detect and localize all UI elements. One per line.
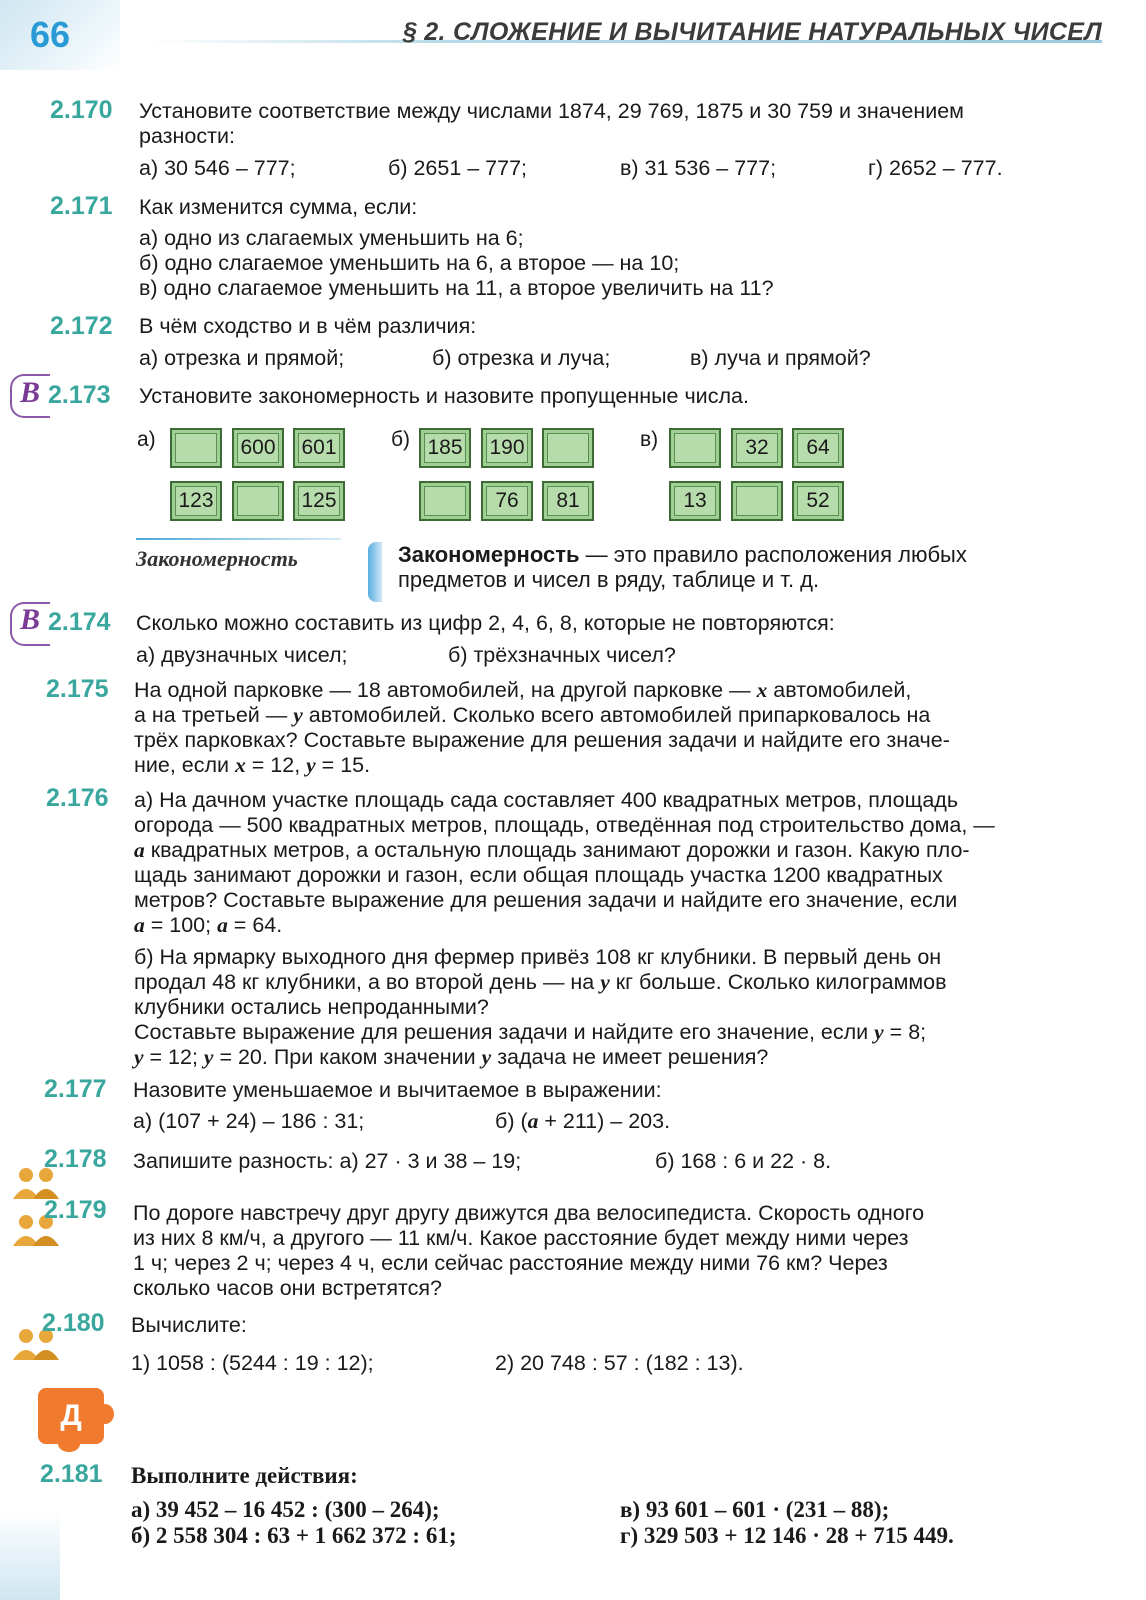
- number-box: 123: [170, 481, 222, 521]
- exercise-text: 1 ч; через 2 ч; через 4 ч, если сейчас расстояние между ними 76 км? Через: [133, 1251, 888, 1275]
- level-badge-letter: В: [20, 376, 41, 409]
- option-c: в) луча и прямой?: [690, 346, 871, 370]
- section-title: § 2. СЛОЖЕНИЕ И ВЫЧИТАНИЕ НАТУРАЛЬНЫХ ЧИСЕЛ: [402, 18, 1102, 46]
- exercise-text: клубники остались непроданными?: [134, 995, 489, 1019]
- number-box: 601: [293, 428, 345, 468]
- option-b: б) 2 558 304 : 63 + 1 662 372 : 61;: [131, 1523, 457, 1548]
- group-label-b: б): [391, 428, 411, 451]
- exercise-text: На одной парковке — 18 автомобилей, на другой парковке — x автомобилей,: [134, 678, 912, 702]
- number-box: [419, 481, 471, 521]
- exercise-text: Составьте выражение для решения задачи и найдите его значение, если y = 8;: [134, 1020, 927, 1044]
- exercise-text: огорода — 500 квадратных метров, площадь, отведённая под строительство дома, —: [134, 813, 995, 837]
- option-b: б) отрезка и луча;: [432, 346, 611, 370]
- option-a: а) одно из слагаемых уменьшить на 6;: [139, 226, 524, 250]
- definition-side-label: Закономерность: [136, 546, 298, 571]
- option-a: а) (107 + 24) – 186 : 31;: [133, 1109, 365, 1133]
- group-label-c: в): [640, 428, 659, 451]
- definition-rule: [136, 538, 341, 540]
- number-box: [542, 428, 594, 468]
- exercise-text: Установите закономерность и назовите пропущенные числа.: [139, 384, 749, 408]
- option-a: а) отрезка и прямой;: [139, 346, 345, 370]
- option-c: в) 93 601 – 601 · (231 – 88);: [620, 1497, 890, 1522]
- number-box: 13: [669, 481, 721, 521]
- exercise-text: разности:: [139, 124, 235, 148]
- number-box: 32: [731, 428, 783, 468]
- number-box: 600: [232, 428, 284, 468]
- exercise-text: Выполните действия:: [131, 1463, 358, 1488]
- exercise-number: 2.172: [50, 312, 113, 340]
- exercise-text: a квадратных метров, а остальную площадь занимают дорожки и газон. Какую пло-: [134, 838, 970, 862]
- number-box: 190: [481, 428, 533, 468]
- exercise-text: Сколько можно составить из цифр 2, 4, 6, 8, которые не повторяются:: [136, 611, 835, 635]
- exercise-text: Установите соответствие между числами 1874, 29 769, 1875 и 30 759 и значением: [139, 99, 964, 123]
- number-box: [669, 428, 721, 468]
- exercise-text: Запишите разность: а) 27 · 3 и 38 – 19;: [133, 1149, 522, 1173]
- option-b: б) 168 : 6 и 22 · 8.: [655, 1149, 832, 1173]
- exercise-text: продал 48 кг клубники, а во второй день — на y кг больше. Сколько килограммов: [134, 970, 947, 994]
- exercise-text: Назовите уменьшаемое и вычитаемое в выражении:: [133, 1078, 662, 1102]
- puzzle-tab: [96, 1404, 114, 1424]
- homework-puzzle-icon: Д: [38, 1388, 104, 1444]
- exercise-number: 2.178: [44, 1145, 107, 1173]
- exercise-number: 2.173: [48, 381, 111, 409]
- number-box: 52: [792, 481, 844, 521]
- number-box: 76: [481, 481, 533, 521]
- option-c: в) 31 536 – 777;: [620, 156, 777, 180]
- number-box: 185: [419, 428, 471, 468]
- exercise-number: 2.179: [44, 1196, 107, 1224]
- option-b: б) одно слагаемое уменьшить на 6, а второе — на 10;: [139, 251, 680, 275]
- option-a: а) двузначных чисел;: [136, 643, 348, 667]
- definition-bar: [368, 542, 382, 602]
- exercise-text: из них 8 км/ч, а другого — 11 км/ч. Какое расстояние будет между ними через: [133, 1226, 909, 1250]
- exercise-number: 2.175: [46, 675, 109, 703]
- definition-text: Закономерность — это правило расположения любых: [398, 542, 967, 567]
- exercise-text: б) На ярмарку выходного дня фермер привёз 108 кг клубники. В первый день он: [134, 945, 942, 969]
- exercise-number: 2.180: [42, 1309, 105, 1337]
- exercise-number: 2.174: [48, 608, 111, 636]
- definition-term: Закономерность: [398, 542, 580, 567]
- option-1: 1) 1058 : (5244 : 19 : 12);: [131, 1351, 374, 1375]
- exercise-text: Вычислите:: [131, 1313, 247, 1337]
- exercise-number: 2.176: [46, 784, 109, 812]
- option-a: а) 30 546 – 777;: [139, 156, 296, 180]
- exercise-text: трёх парковках? Составьте выражение для решения задачи и найдите его значе-: [134, 728, 950, 752]
- group-label-a: а): [137, 428, 156, 451]
- number-box: [170, 428, 222, 468]
- number-box: 125: [293, 481, 345, 521]
- exercise-text: По дороге навстречу друг другу движутся два велосипедиста. Скорость одного: [133, 1201, 925, 1225]
- exercise-number: 2.181: [40, 1460, 103, 1488]
- exercise-number: 2.171: [50, 192, 113, 220]
- number-box: [232, 481, 284, 521]
- number-box: 81: [542, 481, 594, 521]
- level-badge-letter: В: [20, 603, 41, 636]
- puzzle-tab: [58, 1436, 80, 1452]
- exercise-text: щадь занимают дорожки и газон, если общая площадь участка 1200 квадратных: [134, 863, 943, 887]
- exercise-number: 2.170: [50, 96, 113, 124]
- option-2: 2) 20 748 : 57 : (182 : 13).: [495, 1351, 744, 1375]
- page-number: 66: [30, 14, 71, 55]
- exercise-text: метров? Составьте выражение для решения задачи и найдите его значение, если: [134, 888, 958, 912]
- exercise-text: a = 100; a = 64.: [134, 913, 283, 937]
- exercise-text: а) На дачном участке площадь сада составляет 400 квадратных метров, площадь: [134, 788, 959, 812]
- exercise-text: ние, если x = 12, y = 15.: [134, 753, 371, 777]
- number-box: 64: [792, 428, 844, 468]
- option-b: б) 2651 – 777;: [388, 156, 528, 180]
- exercise-text: y = 12; y = 20. При каком значении y задача не имеет решения?: [134, 1045, 769, 1069]
- exercise-number: 2.177: [44, 1075, 107, 1103]
- option-d: г) 2652 – 777.: [868, 156, 1003, 180]
- definition-text: предметов и чисел в ряду, таблице и т. д.: [398, 567, 820, 592]
- exercise-text: а на третьей — y автомобилей. Сколько всего автомобилей припарковалось на: [134, 703, 931, 727]
- exercise-text: сколько часов они встретятся?: [133, 1276, 442, 1300]
- option-d: г) 329 503 + 12 146 · 28 + 715 449.: [620, 1523, 954, 1548]
- corner-decoration: [0, 1510, 60, 1600]
- option-a: а) 39 452 – 16 452 : (300 – 264);: [131, 1497, 440, 1522]
- exercise-text: Как изменится сумма, если:: [139, 195, 418, 219]
- number-box: [731, 481, 783, 521]
- option-c: в) одно слагаемое уменьшить на 11, а второе увеличить на 11?: [139, 276, 774, 300]
- option-b: б) трёхзначных чисел?: [448, 643, 676, 667]
- exercise-text: В чём сходство и в чём различия:: [139, 314, 477, 338]
- option-b: б) (a + 211) – 203.: [495, 1109, 671, 1133]
